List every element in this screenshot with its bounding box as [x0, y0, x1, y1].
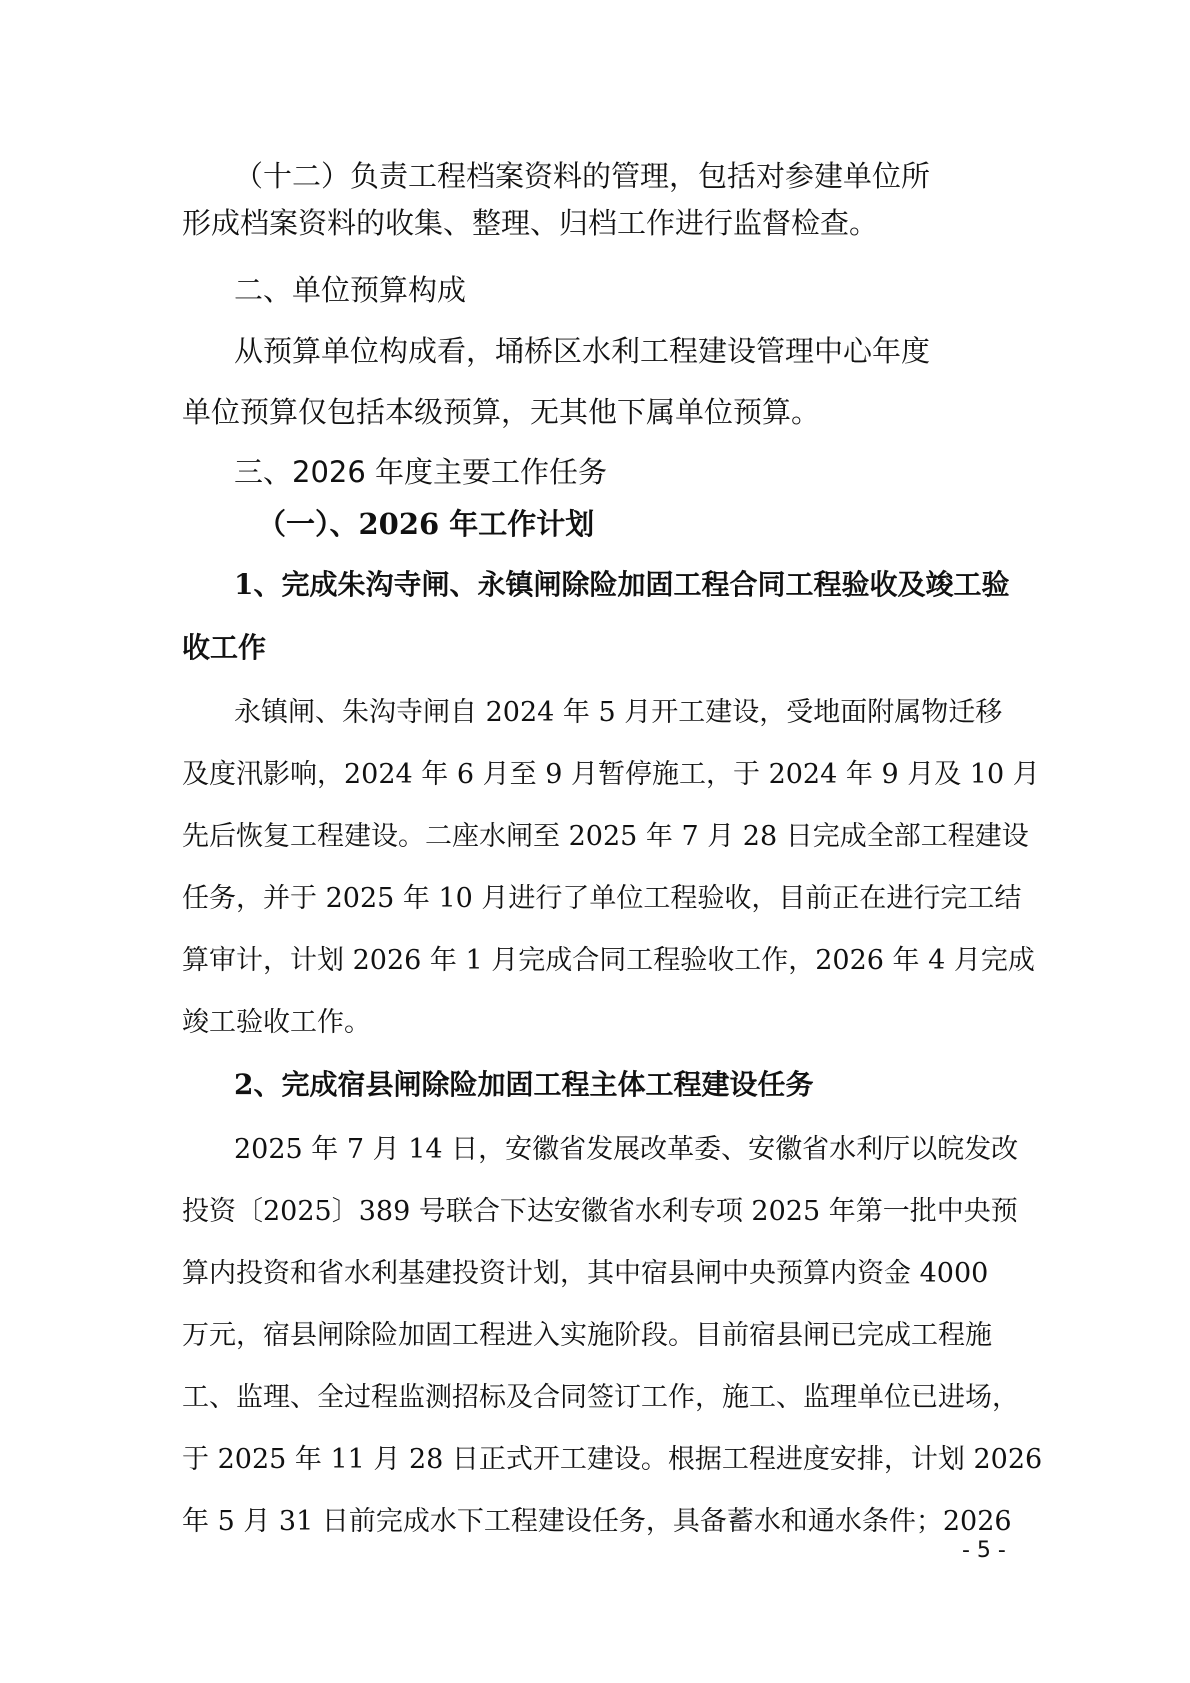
paragraph-line: 算审计，计划 2026 年 1 月完成合同工程验收工作，2026 年 4 月完成: [182, 945, 1035, 976]
section-heading: 二、单位预算构成: [234, 273, 467, 307]
paragraph-line: 永镇闸、朱沟寺闸自 2024 年 5 月开工建设，受地面附属物迁移: [234, 697, 1003, 728]
paragraph-line: 工、监理、全过程监测招标及合同签订工作，施工、监理单位已进场，: [182, 1382, 1019, 1413]
paragraph-line: 万元，宿县闸除险加固工程进入实施阶段。目前宿县闸已完成工程施: [182, 1320, 992, 1351]
paragraph-line: 及度汛影响，2024 年 6 月至 9 月暂停施工，于 2024 年 9 月及 10 月: [182, 759, 1040, 790]
paragraph-line: 先后恢复工程建设。二座水闸至 2025 年 7 月 28 日完成全部工程建设: [182, 821, 1029, 852]
paragraph-line: 竣工验收工作。: [182, 1007, 371, 1038]
paragraph-line: 投资〔2025〕389 号联合下达安徽省水利专项 2025 年第一批中央预: [182, 1196, 1018, 1227]
paragraph-line: 形成档案资料的收集、整理、归档工作进行监督检查。: [182, 206, 879, 240]
paragraph-line: 于 2025 年 11 月 28 日正式开工建设。根据工程进度安排，计划 2026: [182, 1444, 1043, 1475]
subsection-heading: （一）、2026 年工作计划: [257, 507, 595, 541]
section-heading: 三、2026 年度主要工作任务: [234, 455, 608, 489]
paragraph-line: 任务，并于 2025 年 10 月进行了单位工程验收，目前正在进行完工结: [182, 883, 1022, 914]
paragraph-line: 年 5 月 31 日前完成水下工程建设任务，具备蓄水和通水条件；2026: [182, 1506, 1012, 1537]
item-heading: 收工作: [182, 631, 267, 664]
paragraph-line: 单位预算仅包括本级预算，无其他下属单位预算。: [182, 395, 821, 429]
paragraph-line: 从预算单位构成看，埇桥区水利工程建设管理中心年度: [234, 334, 931, 368]
paragraph-line: 2025 年 7 月 14 日，安徽省发展改革委、安徽省水利厅以皖发改: [234, 1134, 1019, 1165]
paragraph-line: 算内投资和省水利基建投资计划，其中宿县闸中央预算内资金 4000: [182, 1258, 989, 1289]
paragraph-line: （十二）负责工程档案资料的管理，包括对参建单位所: [234, 159, 931, 193]
item-heading: 1、完成朱沟寺闸、永镇闸除险加固工程合同工程验收及竣工验: [234, 568, 1010, 601]
item-heading: 2、完成宿县闸除险加固工程主体工程建设任务: [234, 1068, 814, 1101]
page-number: - 5 -: [962, 1538, 1006, 1563]
